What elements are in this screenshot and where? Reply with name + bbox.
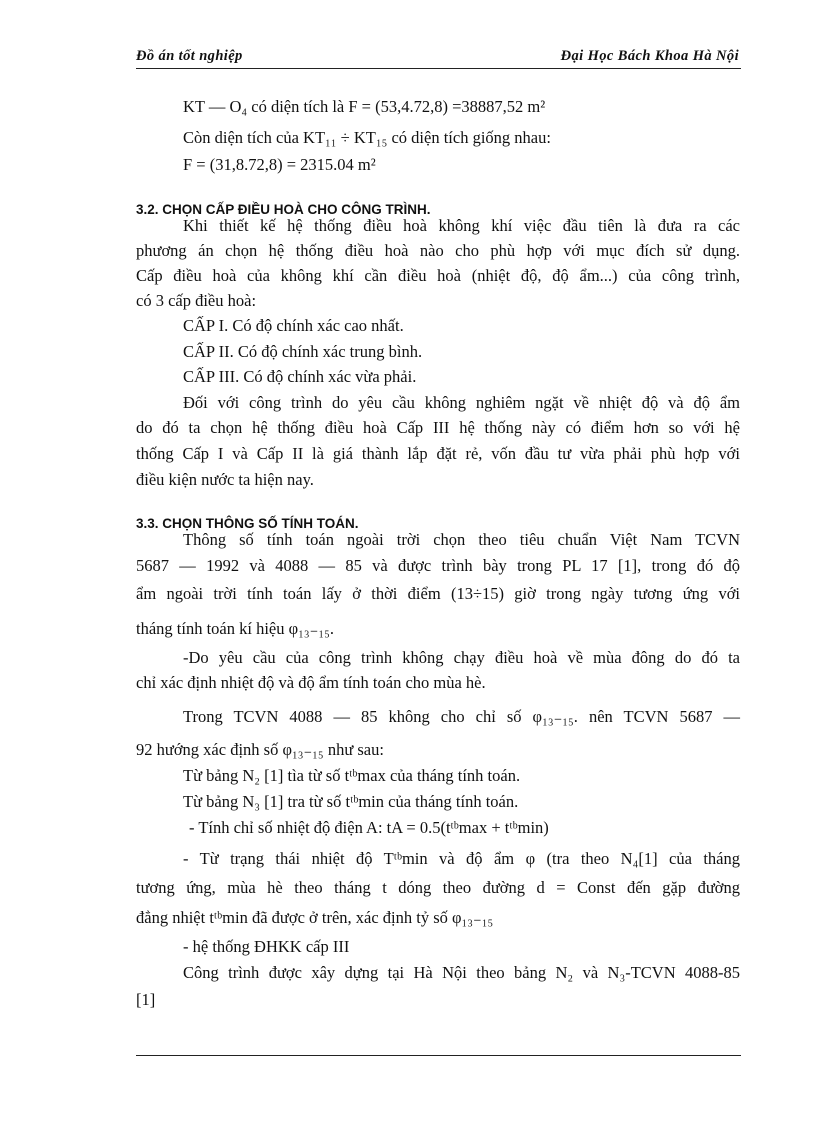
paragraph-line: đẳng nhiệt tᵗᵇmin đã được ở trên, xác định tỷ số φ₁₃₋₁₅ — [136, 908, 494, 927]
area-line-1: KT — O₄ có diện tích là F = (53,4.72,8) =38887,52 m² — [183, 97, 546, 116]
paragraph-line: - Từ trạng thái nhiệt độ Tᵗᵇmin và độ ẩm φ (tra theo N₄[1] của tháng — [183, 849, 740, 868]
area-line-3: F = (31,8.72,8) = 2315.04 m² — [183, 155, 376, 174]
formula-line: - Tính chỉ số nhiệt độ điện A: tA = 0.5(tᵗᵇmax + tᵗᵇmin) — [189, 818, 549, 837]
paragraph-line: tương ứng, mùa hè theo tháng t dóng theo đường d = Const đến gặp đường — [136, 878, 740, 897]
paragraph-line: Cấp điều hoà của không khí cần điều hoà (nhiệt độ, độ ẩm...) của công trình, — [136, 266, 740, 285]
paragraph-line: [1] — [136, 990, 156, 1009]
paragraph-line: có 3 cấp điều hoà: — [136, 291, 257, 310]
paragraph-line: phương án chọn hệ thống điều hoà nào cho phù hợp với mục đích sử dụng. — [136, 241, 740, 260]
paragraph-line: điều kiện nước ta hiện nay. — [136, 470, 314, 489]
paragraph-line: thống Cấp I và Cấp II là giá thành lắp đặt rẻ, vốn đầu tư vừa phải phù hợp với — [136, 444, 740, 463]
paragraph-line: Đối với công trình do yêu cầu không nghiêm ngặt về nhiệt độ và độ ẩm — [183, 393, 740, 412]
header-left-title: Đồ án tốt nghiệp — [136, 48, 243, 64]
paragraph-line: ẩm ngoài trời tính toán lấy ở thời điểm (13÷15) giờ trong ngày tương ứng với — [136, 584, 740, 603]
paragraph-line: Từ bảng N₃ [1] tra từ số tᵗᵇmin của tháng tính toán. — [183, 792, 519, 811]
header-right-title: Đại Học Bách Khoa Hà Nội — [560, 48, 739, 64]
paragraph-line: -Do yêu cầu của công trình không chạy điều hoà về mùa đông do đó ta — [183, 648, 740, 667]
page-header — [136, 44, 741, 69]
paragraph-line: 92 hướng xác định số φ₁₃₋₁₅ như sau: — [136, 740, 384, 759]
paragraph-line: Công trình được xây dựng tại Hà Nội theo bảng N₂ và N₃-TCVN 4088-85 — [183, 963, 740, 982]
paragraph-line: Khi thiết kế hệ thống điều hoà không khí việc đầu tiên là đưa ra các — [183, 216, 740, 235]
paragraph-line: 5687 — 1992 và 4088 — 85 và được trình bày trong PL 17 [1], trong đó độ — [136, 556, 740, 575]
area-line-2: Còn diện tích của KT₁₁ ÷ KT₁₅ có diện tích giống nhau: — [183, 128, 551, 147]
paragraph-line: do đó ta chọn hệ thống điều hoà Cấp III hệ thống này có điểm hơn so với hệ — [136, 418, 740, 437]
paragraph-line: chỉ xác định nhiệt độ và độ ẩm tính toán cho mùa hè. — [136, 673, 486, 692]
paragraph-line: Thông số tính toán ngoài trời chọn theo tiêu chuẩn Việt Nam TCVN — [183, 530, 740, 549]
section-heading-3-2: 3.2. CHỌN CẤP ĐIỀU HOÀ CHO CÔNG TRÌNH. — [136, 202, 431, 217]
paragraph-line: Từ bảng N₂ [1] tìa từ số tᵗᵇmax của tháng tính toán. — [183, 766, 521, 785]
paragraph-line: tháng tính toán kí hiệu φ₁₃₋₁₅. — [136, 619, 334, 638]
list-item-cap-1: CẤP I. Có độ chính xác cao nhất. — [183, 316, 404, 335]
paragraph-line: Trong TCVN 4088 — 85 không cho chỉ số φ₁₃₋₁₅. nên TCVN 5687 — — [183, 707, 740, 726]
list-item-cap-3: CẤP III. Có độ chính xác vừa phải. — [183, 367, 417, 386]
footer-rule — [136, 1055, 741, 1056]
paragraph-line: - hệ thống ĐHKK cấp III — [183, 937, 350, 956]
list-item-cap-2: CẤP II. Có độ chính xác trung bình. — [183, 342, 423, 361]
section-heading-3-3: 3.3. CHỌN THÔNG SỐ TÍNH TOÁN. — [136, 516, 359, 531]
